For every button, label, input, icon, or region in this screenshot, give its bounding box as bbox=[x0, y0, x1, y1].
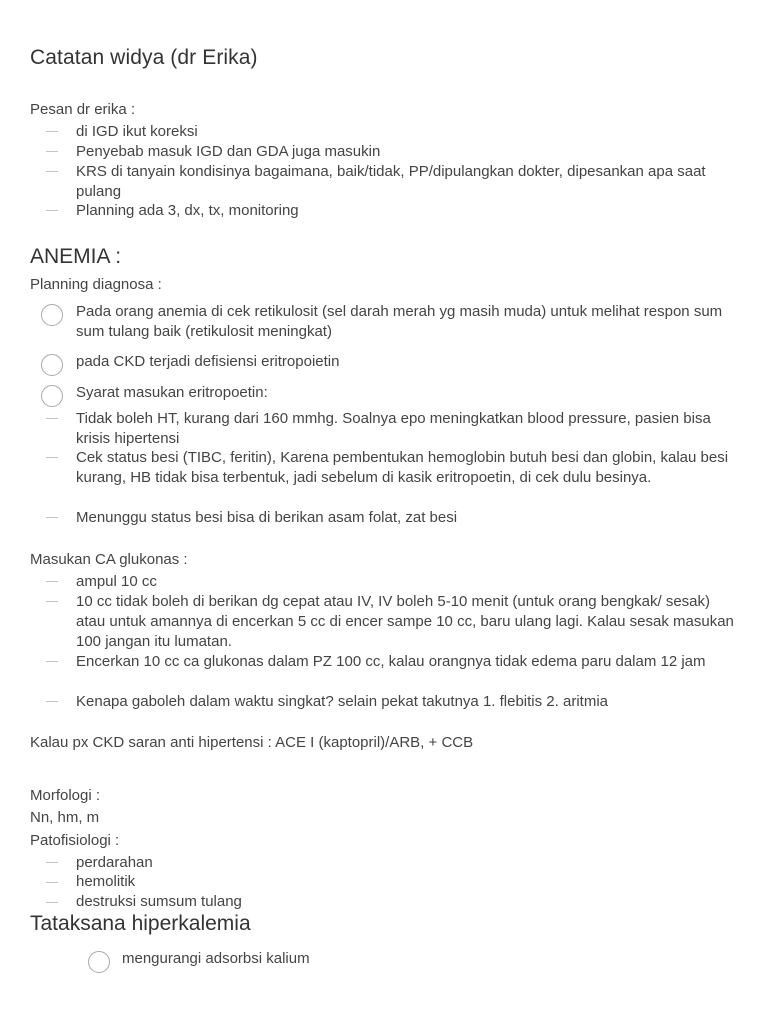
list-item[interactable]: Menunggu status besi bisa di berikan asam folat, zat besi bbox=[76, 509, 458, 526]
checkbox-circle-icon[interactable] bbox=[41, 385, 63, 407]
patofisiologi-label[interactable]: Patofisiologi : bbox=[30, 832, 120, 849]
pesan-label[interactable]: Pesan dr erika : bbox=[30, 101, 136, 118]
bullet-dash-icon bbox=[46, 151, 58, 152]
checklist-item[interactable]: Syarat masukan eritropoetin: bbox=[76, 384, 268, 401]
list-item[interactable]: di IGD ikut koreksi bbox=[76, 123, 198, 140]
checkbox-circle-icon[interactable] bbox=[88, 951, 110, 973]
list-item[interactable]: Planning ada 3, dx, tx, monitoring bbox=[76, 202, 299, 219]
bullet-dash-icon bbox=[46, 862, 58, 863]
bullet-dash-icon bbox=[46, 517, 58, 518]
list-item[interactable]: Kenapa gaboleh dalam waktu singkat? selain pekat takutnya 1. flebitis 2. aritmia bbox=[76, 693, 608, 710]
list-item[interactable]: hemolitik bbox=[76, 873, 136, 890]
morfologi-label[interactable]: Morfologi : bbox=[30, 787, 101, 804]
checkbox-circle-icon[interactable] bbox=[41, 354, 63, 376]
list-item[interactable]: perdarahan bbox=[76, 854, 153, 871]
list-item[interactable]: destruksi sumsum tulang bbox=[76, 893, 242, 910]
ca-label[interactable]: Masukan CA glukonas : bbox=[30, 551, 188, 568]
list-item[interactable]: KRS di tanyain kondisinya bagaimana, baik/tidak, PP/dipulangkan dokter, dipesankan apa saat pulang bbox=[76, 163, 706, 200]
bullet-dash-icon bbox=[46, 131, 58, 132]
bullet-dash-icon bbox=[46, 661, 58, 662]
bullet-dash-icon bbox=[46, 418, 58, 419]
checklist-item[interactable]: pada CKD terjadi defisiensi eritropoietin bbox=[76, 353, 340, 370]
note-page bbox=[30, 0, 740, 1024]
list-item[interactable]: Penyebab masuk IGD dan GDA juga masukin bbox=[76, 143, 381, 160]
list-item[interactable]: Encerkan 10 cc ca glukonas dalam PZ 100 cc, kalau orangnya tidak edema paru dalam 12 jam bbox=[76, 653, 706, 670]
ckd-note[interactable]: Kalau px CKD saran anti hipertensi : ACE I (kaptopril)/ARB, + CCB bbox=[30, 734, 474, 751]
bullet-dash-icon bbox=[46, 902, 58, 903]
list-item[interactable]: ampul 10 cc bbox=[76, 573, 157, 590]
bullet-dash-icon bbox=[46, 882, 58, 883]
checklist-item[interactable]: mengurangi adsorbsi kalium bbox=[122, 950, 310, 967]
bullet-dash-icon bbox=[46, 457, 58, 458]
hiperkalemia-heading[interactable]: Tataksana hiperkalemia bbox=[30, 912, 251, 935]
bullet-dash-icon bbox=[46, 210, 58, 211]
checkbox-circle-icon[interactable] bbox=[41, 304, 63, 326]
anemia-heading[interactable]: ANEMIA : bbox=[30, 245, 122, 268]
note-title[interactable]: Catatan widya (dr Erika) bbox=[30, 46, 258, 69]
planning-label[interactable]: Planning diagnosa : bbox=[30, 276, 162, 293]
list-item[interactable]: Cek status besi (TIBC, feritin), Karena pembentukan hemoglobin butuh besi dan globin, kalau besi kurang, HB tidak bisa terbentuk, jadi sebelum di kasik eritropoetin, di cek dulu besinya. bbox=[76, 449, 729, 486]
bullet-dash-icon bbox=[46, 601, 58, 602]
bullet-dash-icon bbox=[46, 701, 58, 702]
bullet-dash-icon bbox=[46, 171, 58, 172]
list-item[interactable]: Tidak boleh HT, kurang dari 160 mmhg. Soalnya epo meningkatkan blood pressure, pasien bisa krisis hipertensi bbox=[76, 410, 711, 447]
checklist-item[interactable]: Pada orang anemia di cek retikulosit (sel darah merah yg masih muda) untuk melihat respon sum sum tulang baik (retikulosit meningkat) bbox=[76, 303, 723, 340]
bullet-dash-icon bbox=[46, 581, 58, 582]
morfologi-value[interactable]: Nn, hm, m bbox=[30, 809, 100, 826]
list-item[interactable]: 10 cc tidak boleh di berikan dg cepat atau IV, IV boleh 5-10 menit (untuk orang bengkak/ sesak) atau untuk amannya di encerkan 5 cc di encer sampe 10 cc, baru ulang lagi. Kalau sesak masukan 100 jangan itu lumatan. bbox=[76, 593, 734, 650]
